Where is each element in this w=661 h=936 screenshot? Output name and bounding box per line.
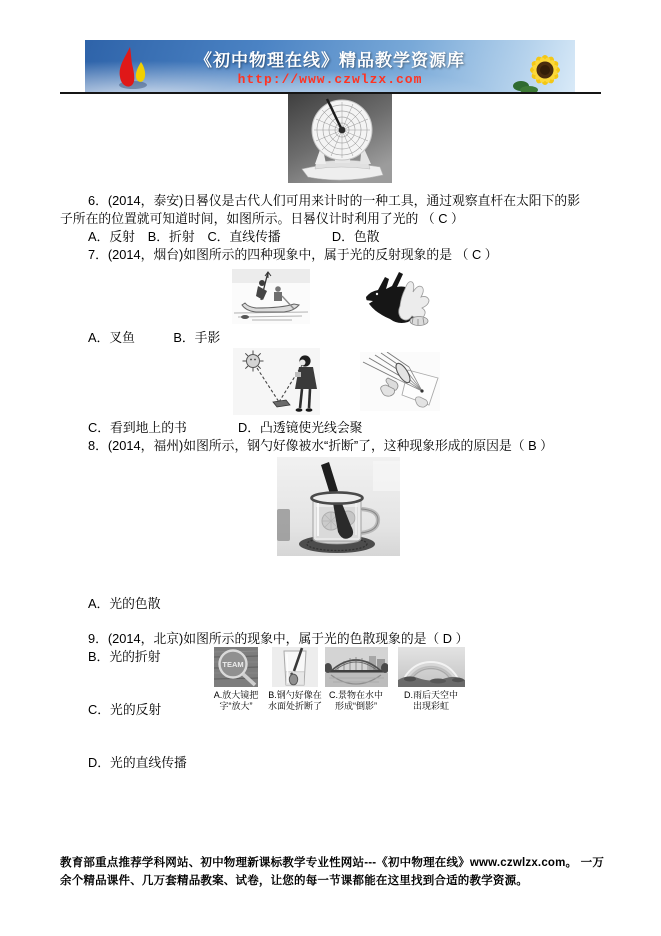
- sundial-photo: [288, 94, 392, 183]
- svg-text:TEAM: TEAM: [222, 660, 244, 669]
- q7-figure-hand-shadow: [363, 267, 430, 327]
- q7-figure-reading-book: [233, 348, 320, 415]
- site-banner: [85, 40, 575, 92]
- q9-caption-c: C.景物在水中 形成“倒影”: [328, 690, 383, 711]
- q7-options-ab: A．叉鱼 B．手影: [88, 330, 221, 345]
- q9-item-c: [322, 647, 390, 712]
- q9-figure-bent-spoon: [272, 647, 318, 687]
- q8-option-b: B．光的折射: [88, 648, 161, 664]
- q8-option-a: A．光的色散: [88, 596, 161, 612]
- q9-figure-magnifier-team: [214, 647, 258, 687]
- q7-figure-convex-lens: [360, 352, 440, 411]
- site-url-link[interactable]: http://www.czwlzx.com: [237, 71, 423, 87]
- q9-item-a: [209, 647, 263, 712]
- q8-option-d: D．光的直线传播: [88, 754, 187, 770]
- q7-options-cd: C．看到地上的书 D．凸透镜使光线会聚: [88, 420, 363, 435]
- q9-caption-b: B.钢勺好像在 水面处折断了: [267, 690, 322, 711]
- q7-figure-spearfishing: [232, 269, 310, 324]
- q9-item-d: [395, 647, 467, 712]
- site-title: 《初中物理在线》精品教学资源库: [195, 50, 465, 70]
- q8-option-c: C．光的反射: [88, 701, 162, 717]
- q9-item-b: [265, 647, 325, 712]
- q9-caption-d: D.雨后天空中 出现彩虹: [403, 690, 458, 711]
- q9-stem: 9．(2014，北京)如图所示的现象中，属于光的色散现象的是（ D ）: [88, 631, 469, 646]
- q9-figure-bridge-reflection: [325, 647, 388, 687]
- q6-options: A．反射 B．折射 C．直线传播 D．色散: [88, 229, 380, 244]
- sunflower-icon: [513, 44, 571, 92]
- q9-figure-rainbow: [398, 647, 465, 687]
- q7-stem: 7．(2014，烟台)如图所示的四种现象中，属于光的反射现象的是 （ C ）: [88, 247, 498, 262]
- q9-caption-a: A.放大镜把 字“放大”: [213, 690, 259, 711]
- q8-figure-spoon-in-cup: [277, 457, 400, 556]
- q8-stem: 8．(2014，福州)如图所示，钢勺好像被水“折断”了，这种现象形成的原因是（ B ）: [88, 438, 553, 453]
- footer-promo-text: 教育部重点推荐学科网站、初中物理新课标教学专业性网站---《初中物理在线》www.czwlzx.com。 一万余个精品课件、几万套精品教案、试卷，让您的每一节课都能在这里找到合适的教学资源。: [60, 857, 605, 887]
- q6-stem: 6．(2014，泰安)日晷仪是古代人们可用来计时的一种工具，通过观察直杆在太阳下的影子所在的位置就可知道时间，如图所示。日晷仪计时利用了光的 （ C ）: [60, 193, 580, 226]
